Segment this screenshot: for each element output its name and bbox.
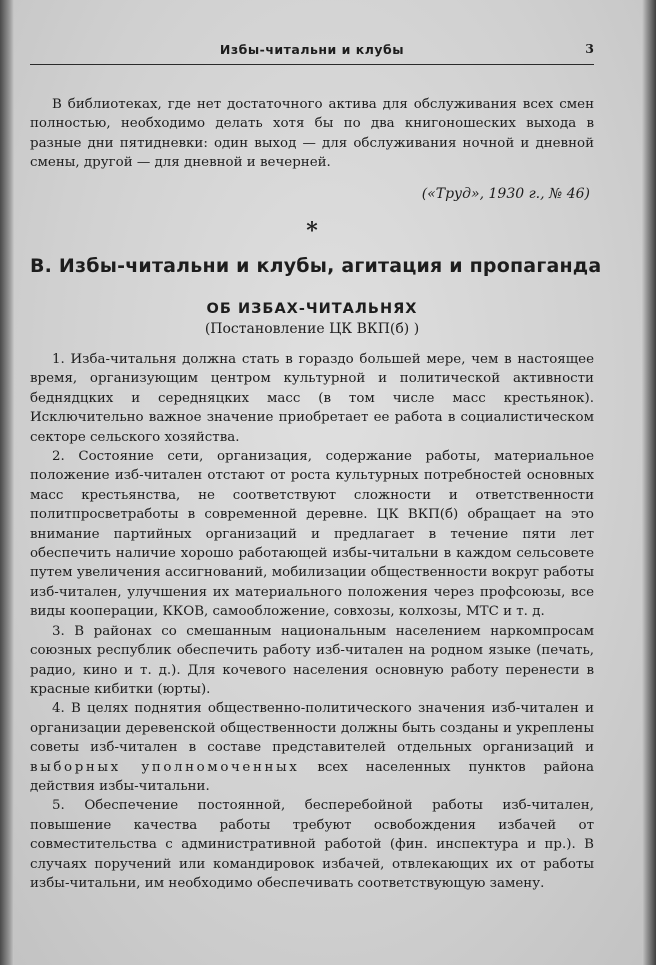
article-paragraph-3 [30,622,594,700]
article-paragraph-3-text: 3. В районах со смешанным национальным населением наркомпросам союзных республик обеспечить работу изб-читален на родном языке (печать, радио, кино и т. д.). Для кочевого населения основную работу перенести в красные кибитки (юрты). [30,623,594,697]
intro-block [30,95,594,173]
article-paragraph-4-text: 4. В целях поднятия общественно-политического значения изб-читален и организации деревенской общественности должны быть созданы и укреплены советы изб-читален в составе представителей отдельных организаций и [30,701,594,756]
source-citation: («Труд», 1930 г., № 46) [421,186,590,202]
header-rule [30,64,594,65]
intro-paragraph-text: В библиотеках, где нет достаточного актива для обслуживания всех смен полностью, необходимо делать хотя бы по два книгоношеских выхода в разные дни пятидневки: один выход — для обслуживания ночной и дневной смены, другой — для дневной и вечерней. [30,97,594,171]
running-head-title: Избы-читальни и клубы [219,42,405,57]
section-title: В. Избы-читальни и клубы, агитация и пропаганда [30,255,602,277]
running-head [30,40,594,70]
article-paragraph-2 [30,447,594,622]
intro-paragraph [30,95,594,173]
article-paragraph-4-ending: всех населенных пунктов района действия избы-читальни. [30,759,594,794]
section-divider-star: * [306,218,318,244]
article-subtitle: (Постановление ЦК ВКП(б) ) [204,321,420,337]
page-right-edge-shadow [642,0,656,965]
article-paragraph-4-emphasis: выборных уполномоченных [30,759,300,775]
article-paragraph-5 [30,796,594,893]
article-paragraph-5-text: 5. Обеспечение постоянной, бесперебойной работы изб-читален, повышение качества работы требуют освобождения избачей от совместительства с административной работой (фин. инспектура и пр.). В случаях поручений или командировок избачей, отвлекающих их от работы избы-читальни, им необходимо обеспечивать соответствующую замену. [30,798,594,891]
article-paragraph-4 [30,699,594,796]
article-paragraph-1 [30,350,594,447]
page-number: 3 [585,41,594,56]
article-paragraph-1-text: 1. Изба-читальня должна стать в гораздо большей мере, чем в настоящее время, организующим центром культурной и политической активности беднядцких и середняцких масс (в том числе масс крестьянок). Исключительно важное значение приобретает ее работа в социалистическом секторе сельского хозяйства. [30,352,594,445]
article-paragraph-2-text: 2. Состояние сети, организация, содержание работы, материальное положение изб-читален отстают от роста культурных потребностей основных масс крестьянства, не соответствуют сложности и ответственности политпросветработы в современной деревне. ЦК ВКП(б) обращает на это внимание партийных организаций и предлагает в течение пяти лет обеспечить наличие хорошо работающей избы-читальни в каждом сельсовете путем увеличения ассигнований, мобилизации общественности вокруг работы изб-читален, улучшения их материального положения через профсоюзы, все виды кооперации, ККОВ, самообложение, совхозы, колхозы, МТС и т. д. [30,449,594,620]
page-left-edge-shadow [0,0,14,965]
article-title: ОБ ИЗБАХ-ЧИТАЛЬНЯХ [206,301,418,317]
article-body [30,350,594,893]
